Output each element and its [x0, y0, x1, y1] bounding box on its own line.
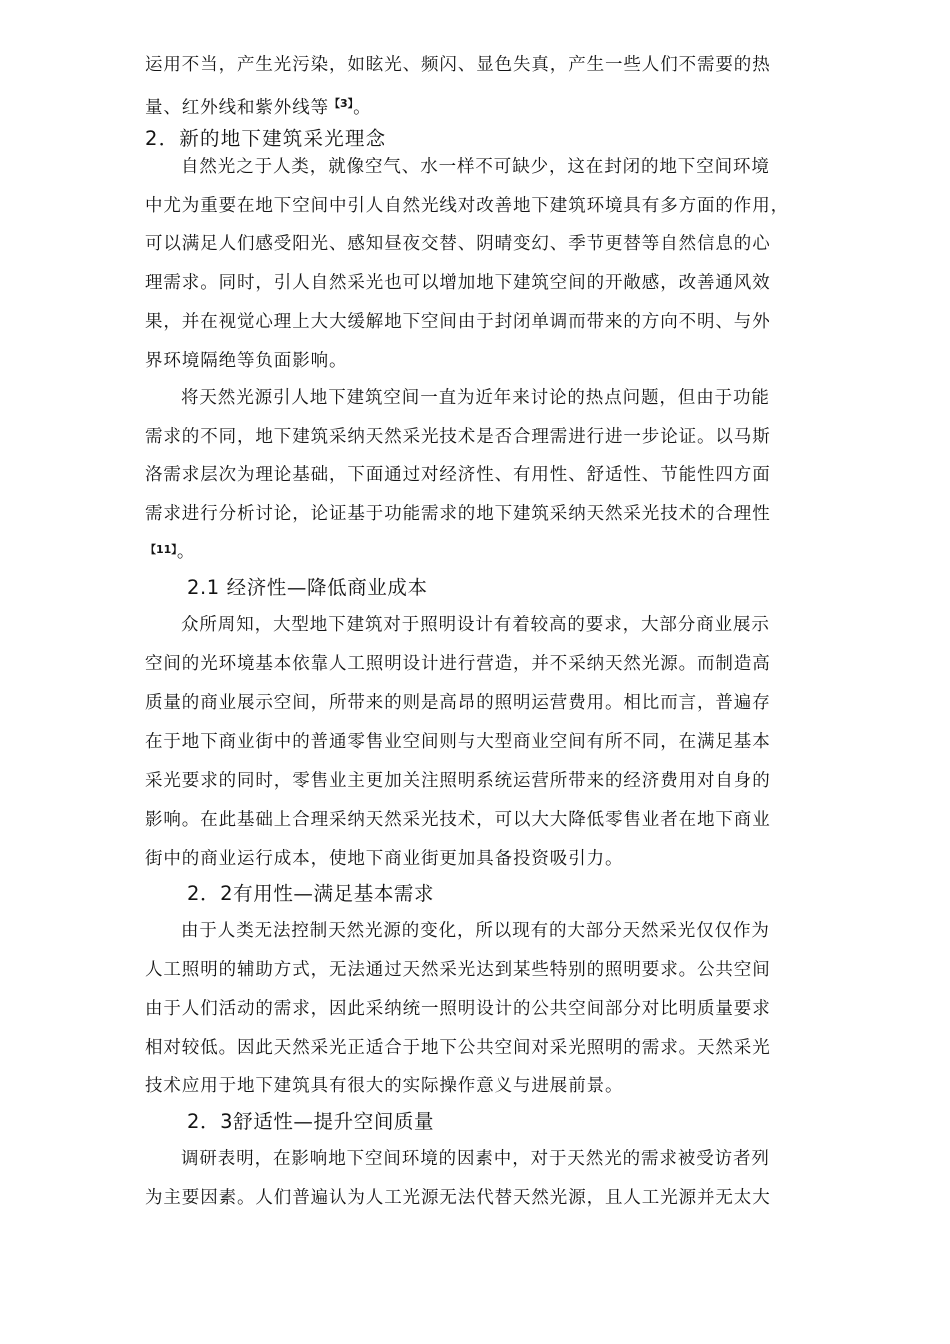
paragraph-line: 质量的商业展示空间，所带来的则是高昂的照明运营费用。相比而言，普遍存	[145, 693, 771, 713]
paragraph-line: 由于人类无法控制天然光源的变化，所以现有的大部分天然采光仅仅作为	[181, 921, 770, 941]
citation-ref: 【3】	[329, 97, 354, 110]
paragraph-line: 为主要因素。人们普遍认为人工光源无法代替天然光源，且人工光源并无太大	[145, 1188, 771, 1208]
paragraph-line: 采光要求的同时，零售业主更加关注照明系统运营所带来的经济费用对自身的	[145, 771, 771, 791]
paragraph-line: 将天然光源引人地下建筑空间一直为近年来讨论的热点问题，但由于功能	[181, 388, 770, 408]
paragraph-line: 影响。在此基础上合理采纳天然采光技术，可以大大降低零售业者在地下商业	[145, 810, 771, 830]
paragraph-line: 界环境隔绝等负面影响。	[145, 351, 348, 371]
paragraph-line: 中尤为重要在地下空间中引人自然光线对改善地下建筑环境具有多方面的作用，	[145, 196, 789, 216]
paragraph-line: 空间的光环境基本依靠人工照明设计进行营造，并不采纳天然光源。而制造高	[145, 654, 771, 674]
subsection-heading: 2．2有用性—满足基本需求	[187, 882, 435, 905]
paragraph-line	[145, 93, 372, 119]
paragraph-line: 需求的不同，地下建筑采纳天然采光技术是否合理需进行进一步论证。以马斯	[145, 427, 771, 447]
paragraph-line: 众所周知，大型地下建筑对于照明设计有着较高的要求，大部分商业展示	[181, 615, 770, 635]
paragraph-line: 洛需求层次为理论基础，下面通过对经济性、有用性、舒适性、节能性四方面	[145, 465, 771, 485]
subsection-heading: 2.1 经济性—降低商业成本	[187, 576, 428, 599]
paragraph-line: 技术应用于地下建筑具有很大的实际操作意义与进展前景。	[145, 1076, 624, 1096]
paragraph-line: 需求进行分析讨论，论证基于功能需求的地下建筑采纳天然采光技术的合理性	[145, 504, 771, 524]
paragraph-line	[145, 539, 194, 563]
paragraph-line: 果，并在视觉心理上大大缓解地下空间由于封闭单调而带来的方向不明、与外	[145, 312, 771, 332]
paragraph-line: 理需求。同时，引人自然采光也可以增加地下建筑空间的开敞感，改善通风效	[145, 273, 771, 293]
paragraph-line: 街中的商业运行成本，使地下商业街更加具备投资吸引力。	[145, 849, 624, 869]
paragraph-line: 可以满足人们感受阳光、感知昼夜交替、阴晴变幻、季节更替等自然信息的心	[145, 234, 771, 254]
subsection-heading: 2．3舒适性—提升空间质量	[187, 1110, 435, 1133]
section-heading: 2．新的地下建筑采光理念	[145, 127, 387, 150]
paragraph-line: 运用不当，产生光污染，如眩光、频闪、显色失真，产生一些人们不需要的热	[145, 55, 771, 75]
paragraph-line: 自然光之于人类，就像空气、水一样不可缺少，这在封闭的地下空间环境	[181, 157, 770, 177]
paragraph-line: 人工照明的辅助方式，无法通过天然采光达到某些特别的照明要求。公共空间	[145, 960, 771, 980]
paragraph-line: 调研表明，在影响地下空间环境的因素中，对于天然光的需求被受访者列	[181, 1149, 770, 1169]
paragraph-line: 由于人们活动的需求，因此采纳统一照明设计的公共空间部分对比明质量要求	[145, 999, 771, 1019]
line-text: 。	[353, 98, 372, 118]
citation-ref: 【11】	[145, 543, 177, 556]
line-text: 。	[176, 542, 195, 562]
paragraph-line: 相对较低。因此天然采光正适合于地下公共空间对采光照明的需求。天然采光	[145, 1038, 771, 1058]
paragraph-line: 在于地下商业街中的普通零售业空间则与大型商业空间有所不同，在满足基本	[145, 732, 771, 752]
line-text: 量、红外线和紫外线等	[145, 98, 329, 118]
